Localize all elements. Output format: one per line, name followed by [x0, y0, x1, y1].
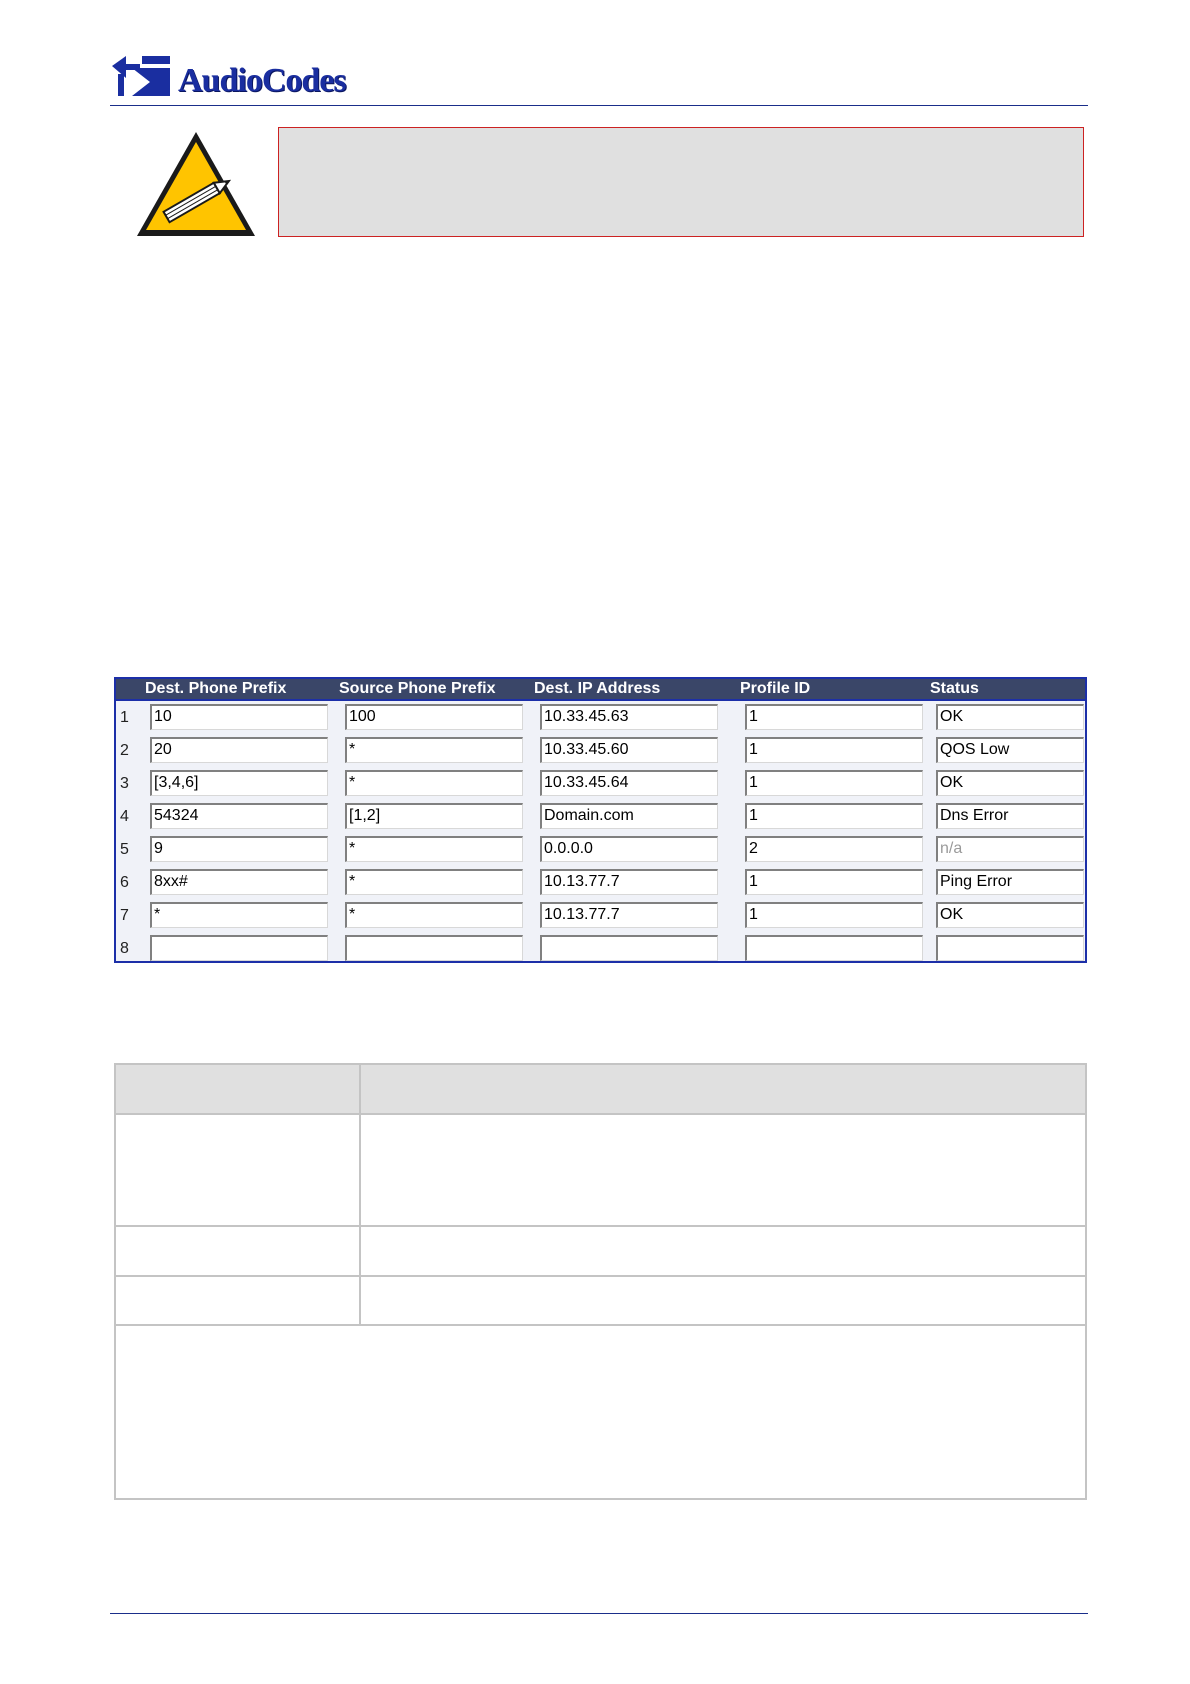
dest-prefix-input[interactable]: 20 [150, 737, 328, 763]
table-row [116, 800, 1085, 832]
row-index: 3 [120, 775, 129, 792]
source-prefix-input[interactable]: * [345, 737, 523, 763]
brand-name: AudioCodes [178, 62, 346, 99]
table-row [116, 833, 1085, 865]
row-index: 8 [120, 940, 129, 957]
profile-id-input[interactable]: 1 [745, 869, 923, 895]
dest-ip-input[interactable]: 10.33.45.63 [540, 704, 718, 730]
table-row [116, 899, 1085, 931]
dest-ip-input[interactable]: 10.33.45.60 [540, 737, 718, 763]
row-index: 7 [120, 907, 129, 924]
header-divider [110, 105, 1088, 106]
source-prefix-input[interactable]: * [345, 836, 523, 862]
dest-ip-input[interactable]: 10.13.77.7 [540, 902, 718, 928]
parameter-table-column-divider [359, 1065, 361, 1326]
dest-prefix-input[interactable]: [3,4,6] [150, 770, 328, 796]
col-profile-id: Profile ID [740, 680, 811, 697]
dest-prefix-input[interactable] [150, 935, 328, 961]
row-index: 2 [120, 742, 129, 759]
profile-id-input[interactable]: 1 [745, 770, 923, 796]
parameter-table [114, 1063, 1087, 1500]
dest-prefix-input[interactable]: 9 [150, 836, 328, 862]
profile-id-input[interactable]: 1 [745, 704, 923, 730]
table-row [116, 734, 1085, 766]
footer-divider [110, 1613, 1088, 1614]
dest-ip-input[interactable] [540, 935, 718, 961]
table-row [116, 866, 1085, 898]
source-prefix-input[interactable]: [1,2] [345, 803, 523, 829]
row-index: 4 [120, 808, 129, 825]
profile-id-input[interactable]: 1 [745, 803, 923, 829]
dest-prefix-input[interactable]: * [150, 902, 328, 928]
parameter-table-header [116, 1065, 1085, 1115]
row-index: 5 [120, 841, 129, 858]
source-prefix-input[interactable]: * [345, 869, 523, 895]
dest-ip-input[interactable]: 0.0.0.0 [540, 836, 718, 862]
status-field: OK [936, 770, 1084, 796]
status-field: Ping Error [936, 869, 1084, 895]
row-index: 1 [120, 709, 129, 726]
status-field: QOS Low [936, 737, 1084, 763]
table-row [116, 932, 1085, 964]
profile-id-input[interactable] [745, 935, 923, 961]
profile-id-input[interactable]: 2 [745, 836, 923, 862]
audiocodes-logo [112, 54, 382, 102]
profile-id-input[interactable]: 1 [745, 902, 923, 928]
profile-id-input[interactable]: 1 [745, 737, 923, 763]
col-dest-phone-prefix: Dest. Phone Prefix [145, 680, 287, 697]
routing-table [114, 677, 1087, 963]
col-status: Status [930, 680, 979, 697]
status-field: n/a [936, 836, 1084, 862]
dest-ip-input[interactable]: Domain.com [540, 803, 718, 829]
source-prefix-input[interactable]: * [345, 770, 523, 796]
col-dest-ip-address: Dest. IP Address [534, 680, 661, 697]
dest-prefix-input[interactable]: 8xx# [150, 869, 328, 895]
parameter-table-row-divider [116, 1275, 1085, 1277]
status-field [936, 935, 1084, 961]
table-row [116, 767, 1085, 799]
row-index: 6 [120, 874, 129, 891]
source-prefix-input[interactable]: 100 [345, 704, 523, 730]
status-field: OK [936, 704, 1084, 730]
dest-prefix-input[interactable]: 54324 [150, 803, 328, 829]
status-field: OK [936, 902, 1084, 928]
parameter-table-row-divider [116, 1324, 1085, 1326]
dest-ip-input[interactable]: 10.13.77.7 [540, 869, 718, 895]
source-prefix-input[interactable]: * [345, 902, 523, 928]
dest-ip-input[interactable]: 10.33.45.64 [540, 770, 718, 796]
dest-prefix-input[interactable]: 10 [150, 704, 328, 730]
table-row [116, 701, 1085, 733]
routing-table-header [116, 679, 1085, 701]
parameter-table-row-divider [116, 1225, 1085, 1227]
status-field: Dns Error [936, 803, 1084, 829]
audiocodes-logo-mark-icon [112, 56, 170, 98]
caution-pencil-icon [133, 128, 259, 240]
note-box [278, 127, 1084, 237]
source-prefix-input[interactable] [345, 935, 523, 961]
col-source-phone-prefix: Source Phone Prefix [339, 680, 496, 697]
